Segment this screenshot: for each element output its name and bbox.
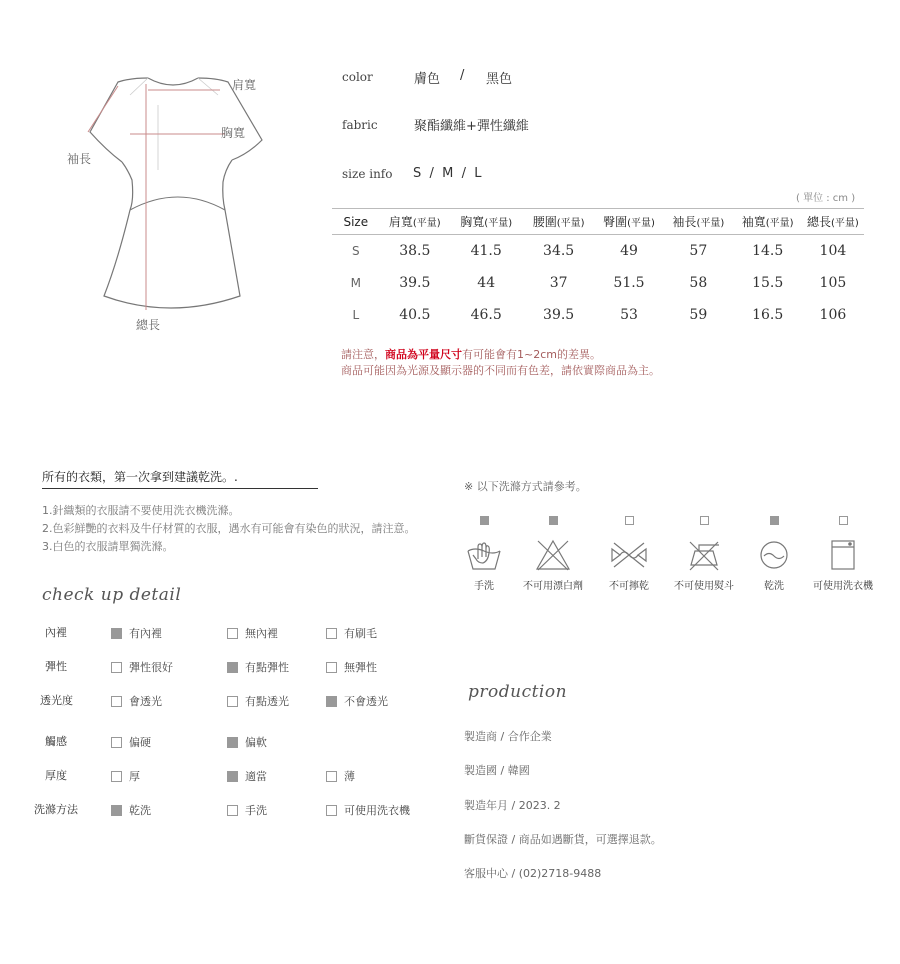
- header-cell: 袖長(平量): [663, 209, 733, 235]
- header-cell: 臀圍(平量): [595, 209, 663, 235]
- table-cell: 15.5: [752, 274, 784, 291]
- table-cell: 39.5: [399, 274, 431, 291]
- unit-note: ( 單位 : cm ): [796, 193, 856, 204]
- wash-label: 不可擰乾: [609, 581, 649, 592]
- checkbox-icon: [227, 662, 238, 673]
- check-option: [326, 659, 377, 675]
- table-cell: 34.5: [543, 242, 575, 259]
- table-row: [332, 267, 864, 299]
- table-cell: 38.5: [399, 242, 431, 259]
- checkbox-icon: [227, 771, 238, 782]
- size-info-key: size info: [342, 167, 393, 181]
- hand-wash-icon: [465, 539, 503, 571]
- check-option: [326, 625, 377, 641]
- care-note-3: 3.白色的衣服請單獨洗滌。: [42, 540, 174, 553]
- header-cell: 總長(平量): [802, 209, 864, 235]
- table-cell: S: [351, 243, 360, 258]
- size-table: [332, 208, 864, 331]
- wash-label: 不可用漂白劑: [523, 581, 583, 592]
- notice-emphasis: 商品為平量尺寸: [385, 348, 462, 361]
- production-country: 製造國 / 韓國: [464, 764, 530, 777]
- wash-mark: [839, 516, 848, 525]
- table-cell: 14.5: [752, 242, 784, 259]
- care-note-2: 2.色彩鮮艷的衣料及牛仔材質的衣服，遇水有可能會有染色的狀況，請注意。: [42, 522, 416, 535]
- table-cell: 39.5: [543, 306, 575, 323]
- production-date: 製造年月 / 2023. 2: [464, 799, 561, 812]
- table-cell: L: [352, 307, 360, 322]
- wash-label: 乾洗: [764, 581, 784, 592]
- wash-item-no-iron: [664, 516, 744, 592]
- check-option: [227, 734, 267, 750]
- shoulder-label: 肩寬: [232, 78, 257, 92]
- check-option: [326, 802, 410, 818]
- checkbox-icon: [227, 696, 238, 707]
- check-option: [227, 659, 289, 675]
- table-cell: M: [350, 275, 361, 290]
- length-label: 總長: [136, 318, 161, 332]
- table-cell: 44: [477, 274, 496, 291]
- wash-item-no-bleach: [513, 516, 593, 592]
- no-wring-icon: [610, 539, 648, 571]
- table-cell: 105: [819, 274, 847, 291]
- production-guarantee: 斷貨保證 / 商品如遇斷貨，可選擇退款。: [464, 833, 662, 846]
- fabric-key: fabric: [342, 118, 378, 132]
- no-bleach-icon: [534, 539, 572, 571]
- check-option-label: 薄: [344, 770, 355, 783]
- check-row-label: 厚度: [45, 769, 67, 782]
- check-row-label: 彈性: [45, 660, 67, 673]
- check-option-label: 乾洗: [129, 804, 151, 817]
- wash-item-hand-wash: [444, 516, 524, 592]
- checkbox-icon: [111, 628, 122, 639]
- table-cell: 58: [689, 274, 708, 291]
- check-option: [111, 768, 140, 784]
- check-option-label: 適當: [245, 770, 267, 783]
- care-title: 所有的衣類，第一次拿到建議乾洗。.: [42, 468, 318, 489]
- check-option-label: 有內裡: [129, 627, 162, 640]
- check-option: [326, 693, 388, 709]
- production-heading: production: [468, 682, 568, 702]
- size-info-value: S / M / L: [413, 166, 482, 181]
- check-option-label: 厚: [129, 770, 140, 783]
- header-cell: 胸寬(平量): [450, 209, 522, 235]
- check-option-label: 可使用洗衣機: [344, 804, 410, 817]
- sleeve-label: 袖長: [67, 152, 92, 166]
- header-cell: 腰圍(平量): [522, 209, 594, 235]
- check-option-label: 有點透光: [245, 695, 289, 708]
- checkbox-icon: [326, 628, 337, 639]
- color-value-2: 黑色: [486, 72, 513, 87]
- chest-label: 胸寬: [221, 126, 246, 140]
- check-option: [326, 768, 355, 784]
- notice-line-1: 請注意，商品為平量尺寸有可能會有1~2cm的差異。: [341, 348, 601, 361]
- check-option-label: 無彈性: [344, 661, 377, 674]
- production-service: 客服中心 / (02)2718-9488: [464, 867, 602, 880]
- check-option: [111, 659, 173, 675]
- checkbox-icon: [326, 662, 337, 673]
- table-cell: 41.5: [470, 242, 502, 259]
- check-option: [227, 625, 278, 641]
- table-cell: 16.5: [752, 306, 784, 323]
- checkbox-icon: [326, 805, 337, 816]
- check-detail-heading: check up detail: [42, 585, 182, 605]
- notice-line-2: 商品可能因為光源及顯示器的不同而有色差，請依實際商品為主。: [341, 364, 660, 377]
- color-key: color: [342, 70, 373, 84]
- wash-item-no-wring: [589, 516, 669, 592]
- header-cell: 肩寬(平量): [380, 209, 450, 235]
- wash-mark: [700, 516, 709, 525]
- size-table-header: [332, 209, 864, 235]
- wash-label: 不可使用熨斗: [674, 581, 734, 592]
- wash-label: 可使用洗衣機: [813, 581, 873, 592]
- check-option-label: 彈性很好: [129, 661, 173, 674]
- check-option-label: 有刷毛: [344, 627, 377, 640]
- checkbox-icon: [111, 737, 122, 748]
- dress-diagram: [60, 70, 280, 340]
- checkbox-icon: [111, 696, 122, 707]
- header-cell: Size: [332, 209, 380, 235]
- dry-clean-icon: [755, 539, 793, 571]
- check-option-label: 偏軟: [245, 736, 267, 749]
- table-cell: 53: [620, 306, 638, 323]
- wash-reference: ※ 以下洗滌方式請參考。: [464, 480, 587, 493]
- check-option: [111, 693, 162, 709]
- table-cell: 59: [689, 306, 708, 323]
- checkbox-icon: [326, 771, 337, 782]
- washing-machine-icon: [824, 539, 862, 571]
- check-option-label: 偏硬: [129, 736, 151, 749]
- table-row: [332, 299, 864, 331]
- table-cell: 106: [819, 306, 847, 323]
- checkbox-icon: [227, 737, 238, 748]
- table-cell: 40.5: [399, 306, 431, 323]
- check-option: [111, 625, 162, 641]
- production-maker: 製造商 / 合作企業: [464, 730, 552, 743]
- wash-mark: [549, 516, 558, 525]
- table-cell: 49: [620, 242, 638, 259]
- check-option: [111, 734, 151, 750]
- checkbox-icon: [227, 628, 238, 639]
- table-cell: 46.5: [470, 306, 502, 323]
- header-cell: 袖寬(平量): [734, 209, 802, 235]
- table-cell: 37: [549, 274, 568, 291]
- table-cell: 104: [819, 242, 847, 259]
- wash-mark: [625, 516, 634, 525]
- checkbox-icon: [227, 805, 238, 816]
- checkbox-icon: [111, 805, 122, 816]
- check-row-label: 透光度: [40, 694, 73, 707]
- check-option-label: 有點彈性: [245, 661, 289, 674]
- wash-mark: [480, 516, 489, 525]
- wash-mark: [770, 516, 779, 525]
- check-option-label: 不會透光: [344, 695, 388, 708]
- checkbox-icon: [111, 771, 122, 782]
- check-option-label: 手洗: [245, 804, 267, 817]
- check-option: [227, 693, 289, 709]
- check-row-label: 觸感: [45, 735, 67, 748]
- wash-item-washing-machine: [803, 516, 883, 592]
- checkbox-icon: [111, 662, 122, 673]
- check-option-label: 無內裡: [245, 627, 278, 640]
- fabric-value: 聚酯纖維+彈性纖維: [414, 119, 529, 134]
- table-row: [332, 235, 864, 267]
- wash-label: 手洗: [474, 581, 494, 592]
- checkbox-icon: [326, 696, 337, 707]
- wash-item-dry-clean: [734, 516, 814, 592]
- color-separator: /: [460, 68, 465, 83]
- check-option: [227, 802, 267, 818]
- check-option: [111, 802, 151, 818]
- check-row-label: 內裡: [45, 626, 67, 639]
- color-value-1: 膚色: [414, 72, 441, 87]
- check-row-label: 洗滌方法: [34, 803, 78, 816]
- care-note-1: 1.針織類的衣服請不要使用洗衣機洗滌。: [42, 504, 240, 517]
- table-cell: 51.5: [613, 274, 645, 291]
- table-cell: 57: [689, 242, 708, 259]
- check-option: [227, 768, 267, 784]
- no-iron-icon: [685, 539, 723, 571]
- check-option-label: 會透光: [129, 695, 162, 708]
